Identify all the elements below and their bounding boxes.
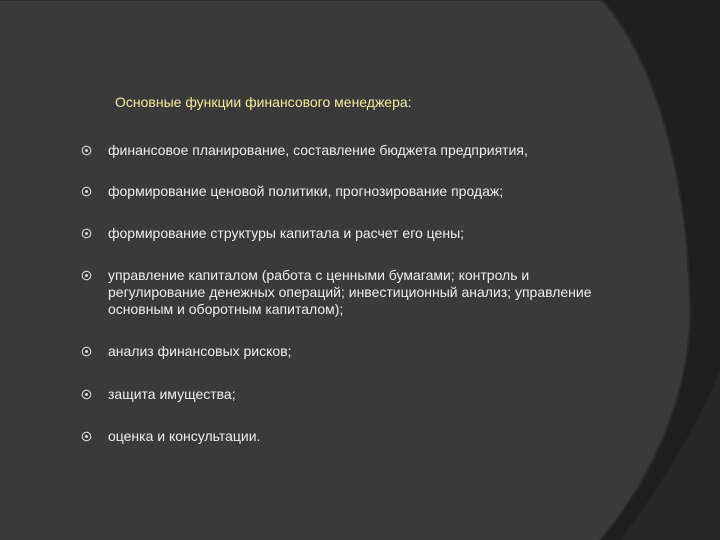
circled-dot-bullet-icon	[81, 270, 92, 281]
circled-dot-bullet-icon	[81, 228, 92, 239]
list-item-text: оценка и консультации.	[108, 428, 261, 444]
circled-dot-bullet-icon	[81, 186, 92, 197]
circled-dot-bullet-icon	[81, 431, 92, 442]
list-item-text: анализ финансовых рисков;	[108, 343, 292, 359]
slide-title: Основные функции финансового менеджера:	[115, 94, 412, 110]
circled-dot-bullet-icon	[81, 346, 92, 357]
circled-dot-bullet-icon	[81, 145, 92, 156]
circled-dot-bullet-icon	[81, 389, 92, 400]
list-item-text: формирование ценовой политики, прогнозирование продаж;	[108, 183, 504, 199]
list-item-text: управление капиталом (работа с ценными бумагами; контроль и регулирование денежных операций; инвестиционный анализ; управление основным и оборотным капиталом);	[108, 267, 592, 317]
list-item-text: защита имущества;	[108, 386, 236, 402]
list-item-text: формирование структуры капитала и расчет его цены;	[108, 225, 465, 241]
list-item-text: финансовое планирование, составление бюджета предприятия,	[108, 142, 528, 158]
